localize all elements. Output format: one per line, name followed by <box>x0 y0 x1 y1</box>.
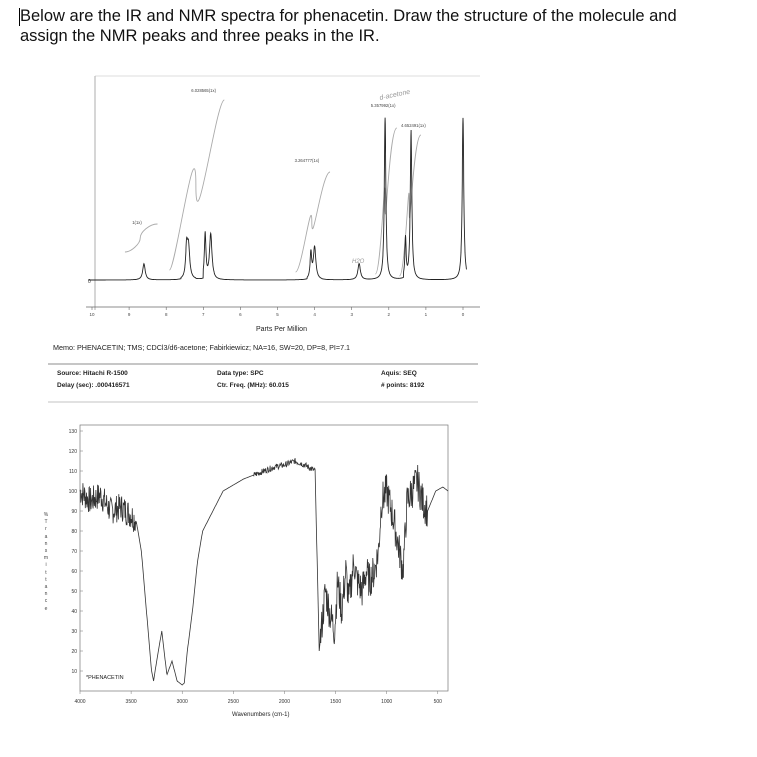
nmr-zero-label: 0 <box>88 279 91 285</box>
ir-x-tick-label: 4000 <box>74 699 86 705</box>
nmr-tick-label: 2 <box>387 312 391 317</box>
nmr-x-axis-label: Parts Per Million <box>256 326 307 333</box>
nmr-integral-label: 3.264777(1x) <box>294 158 320 163</box>
nmr-tick-label: 8 <box>164 312 168 317</box>
nmr-spectrum <box>86 76 480 317</box>
nmr-data-type: Data type: SPC <box>217 370 264 377</box>
nmr-spectrum-trace <box>88 118 466 280</box>
nmr-delay: Delay (sec): .000416571 <box>57 382 130 389</box>
ir-spectrum <box>69 425 448 705</box>
nmr-integral-labels <box>132 88 426 225</box>
ir-x-tick-label: 1000 <box>381 699 393 705</box>
ir-y-axis-label: % T r a n s m i t t a n c e <box>43 512 49 612</box>
handwritten-d-acetone: d-acetone <box>378 88 411 102</box>
ir-x-ticks <box>74 691 442 705</box>
ir-y-ticks <box>69 429 83 675</box>
ir-y-tick-label: 70 <box>71 548 77 555</box>
nmr-source: Source: Hitachi R-1500 <box>57 370 128 377</box>
ir-spectrum-trace <box>80 458 448 685</box>
handwritten-h2o: H2O <box>352 259 365 265</box>
ir-y-tick-label: 40 <box>71 608 77 615</box>
ir-x-tick-label: 3500 <box>125 699 137 705</box>
ir-y-tick-label: 90 <box>71 508 77 515</box>
ir-compound-name: *PHENACETIN <box>86 675 124 681</box>
nmr-integral-label: 6.028565(1x) <box>191 88 216 93</box>
question-line-2: assign the NMR peaks and three peaks in the IR. <box>20 27 380 45</box>
question-line-1: Below are the IR and NMR spectra for phenacetin. Draw the structure of the molecule and <box>20 7 677 25</box>
ir-x-tick-label: 500 <box>433 699 442 705</box>
nmr-ticks <box>89 307 464 317</box>
ir-y-tick-label: 20 <box>71 648 77 655</box>
nmr-integral-label: 1(1x) <box>132 220 142 225</box>
ir-x-tick-label: 3000 <box>176 699 188 705</box>
nmr-tick-label: 7 <box>202 312 205 317</box>
ir-y-tick-label: 120 <box>68 448 77 455</box>
ir-x-tick-label: 2500 <box>227 699 239 705</box>
nmr-aquis: Aquis: SEQ <box>381 370 417 377</box>
nmr-tick-label: 3 <box>350 312 353 317</box>
nmr-memo: Memo: PHENACETIN; TMS; CDCl3/d6-acetone; Fabirkiewicz; NA=16, SW=20, DP=8, PI=7.1 <box>53 343 351 352</box>
ir-y-tick-label: 100 <box>68 488 77 495</box>
nmr-tick-label: 1 <box>424 312 428 317</box>
ir-y-tick-label: 60 <box>71 568 77 575</box>
ir-x-tick-label: 1500 <box>329 699 342 705</box>
nmr-tick-label: 5 <box>276 312 279 317</box>
nmr-tick-label: 9 <box>127 312 131 317</box>
nmr-points: # points: 8192 <box>381 382 425 389</box>
ir-y-tick-label: 80 <box>71 528 77 535</box>
nmr-tick-label: 6 <box>239 312 242 317</box>
nmr-integral-label: 5.357992(1x) <box>370 103 396 108</box>
nmr-integral-label: 4.652491(1x) <box>401 123 426 128</box>
ir-y-tick-label: 10 <box>71 668 77 675</box>
ir-x-axis-label: Wavenumbers (cm-1) <box>232 712 290 718</box>
nmr-tick-label: 0 <box>461 312 465 317</box>
ir-y-tick-label: 130 <box>68 428 77 435</box>
ir-y-tick-label: 50 <box>71 588 77 595</box>
ir-y-tick-label: 110 <box>69 468 77 475</box>
nmr-tick-label: 4 <box>313 312 316 317</box>
nmr-ctr-freq: Ctr. Freq. (MHz): 60.015 <box>217 382 289 389</box>
ir-x-tick-label: 2000 <box>278 699 291 705</box>
nmr-integral-curve <box>125 100 421 276</box>
ir-y-tick-label: 30 <box>71 628 77 635</box>
nmr-tick-label: 10 <box>89 312 95 317</box>
ir-plot-border <box>80 425 448 691</box>
